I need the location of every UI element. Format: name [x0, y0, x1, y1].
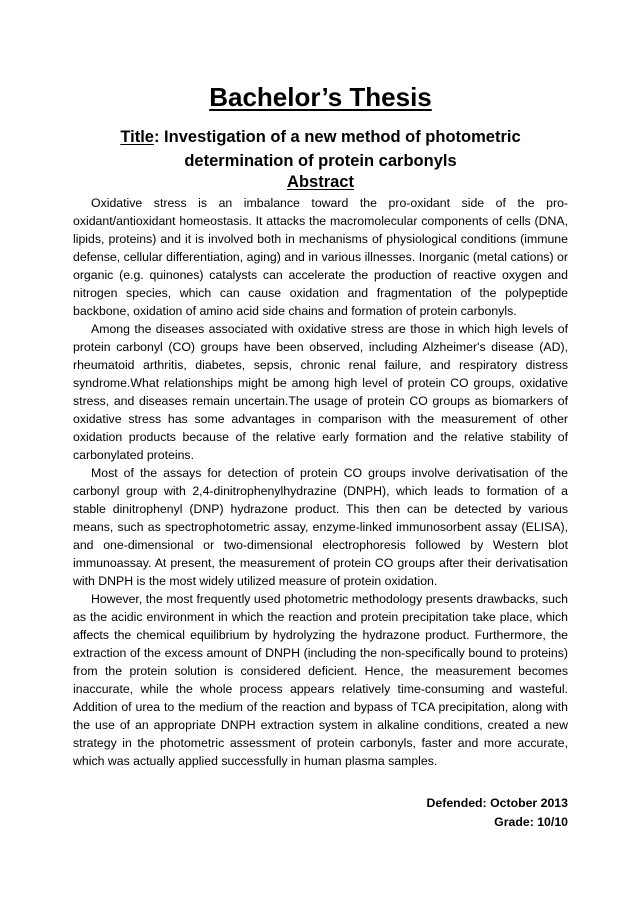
- abstract-paragraph-1: Oxidative stress is an imbalance toward the pro-oxidant side of the pro-oxidant/antioxidant homeostasis. It attacks the macromolecular components of cells (DNA, lipids, proteins) and it is involved both in mechanisms of physiological conditions (immune defense, cellular differentiation, aging) and in various illnesses. Inorganic (metal cations) or organic (e.g. quinones) catalysts can accelerate the production of reactive oxygen and nitrogen species, which can cause oxidation and fragmentation of the polypeptide backbone, oxidation of amino acid side chains and formation of protein carbonyls.: [73, 196, 568, 318]
- grade: Grade: 10/10: [494, 815, 568, 829]
- abstract-heading: Abstract: [287, 173, 354, 191]
- defended-date: Defended: October 2013: [426, 796, 568, 810]
- title-text-line-2: determination of protein carbonyls: [184, 152, 457, 170]
- abstract-paragraph-2: Among the diseases associated with oxidative stress are those in which high levels of protein carbonyl (CO) groups have been observed, including Alzheimer's disease (AD), rheumatoid arthritis, diabetes, sepsis, chronic renal failure, and respiratory distress syndrome.What relationships might be among high level of protein CO groups, oxidative stress, and diseases remain uncertain.The usage of protein CO groups as biomarkers of oxidative stress has some advantages in comparison with the measurement of other oxidation products because of the relative early formation and the relative stability of carbonylated proteins.: [73, 322, 568, 462]
- abstract-body: [73, 194, 568, 770]
- abstract-paragraph-4: However, the most frequently used photometric methodology presents drawbacks, such as the acidic environment in which the reaction and protein precipitation take place, which affects the chemical equilibrium by hydrolyzing the hydrazone product. Furthermore, the extraction of the excess amount of DNPH (including the non-specifically bound to proteins) from the protein solution is considered deficient. Hence, the measurement becomes inaccurate, while the whole process appears relatively time-consuming and wasteful. Addition of urea to the medium of the reaction and bypass of TCA precipitation, along with the use of an appropriate DNPH extraction system in alkaline conditions, created a new strategy in the photometric assessment of protein carbonyls, faster and more accurate, which was actually applied successfully in human plasma samples.: [73, 592, 568, 768]
- thesis-title-line-1: [73, 125, 568, 149]
- abstract-paragraph-3: Most of the assays for detection of protein CO groups involve derivatisation of the carbonyl group with 2,4-dinitrophenylhydrazine (DNPH), which leads to formation of a stable dinitrophenyl (DNP) hydrazone product. This then can be detected by various means, such as spectrophotometric assay, enzyme-linked immunosorbent assay (ELISA), and one-dimensional or two-dimensional electrophoresis followed by Western blot immunoassay. At present, the measurement of protein CO groups after their derivatisation with DNPH is the most widely utilized measure of protein oxidation.: [73, 466, 568, 588]
- title-text-line-1: Investigation of a new method of photometric: [164, 128, 521, 146]
- thesis-title: [73, 125, 568, 173]
- document-heading: Bachelor’s Thesis: [209, 82, 432, 112]
- title-separator: :: [153, 128, 165, 146]
- defense-info: [73, 794, 568, 832]
- title-label: Title: [120, 128, 154, 146]
